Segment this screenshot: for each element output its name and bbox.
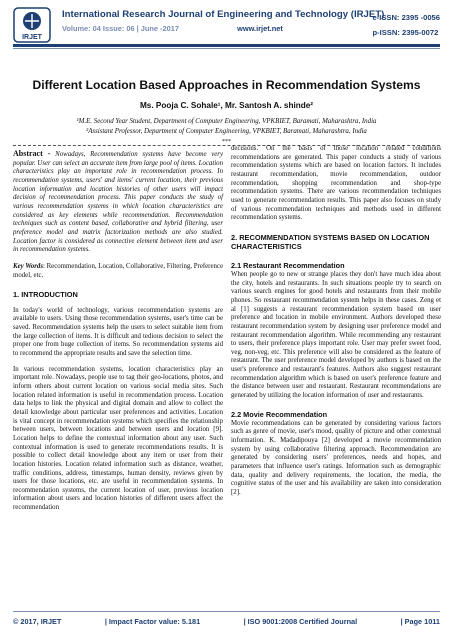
section-heading-2: 2. RECOMMENDATION SYSTEMS BASED ON LOCATION CHARACTERISTICS	[231, 232, 430, 252]
footer-iso: | ISO 9001:2008 Certified Journal	[243, 617, 358, 626]
abstract-text: Nowadays, Recommendation systems have become very popular. User can select an accurate item from large pool of items. Location characteristics play an important role in recommendation process. In recommendation systems, users' and items' current location, their previous location information and location histories of other users will impact decision of recommendation process. This paper conducts the study of various recommendation systems in which location characteristics are considered as key elements while recommendation. Recommendation techniques such as content based, collaborative and hybrid filtering, user preference model and matrix factorization methods are also studied. Location factor is considered as connective element between item and user in recommendation systems.	[13, 151, 224, 254]
restaurant-paragraph: When people go to new or strange places they don't have much idea about the city, hotels and restaurants. In such situations people try to search on various search engines for good hotels and restaurants from their mobile phones. So restaurant recommendation system helps in these cases. Zeng et al [1] suggests a restaurant recommendation system based on user preference and location in mobile environment. Authors developed these restaurant recommendation system by designing user preference model and restaurant recommendation algorithm. While recommending any restaurant to users, their preference plays important role. User may prefer sweet food, veg, non-veg, etc. This preference will also be considered as the feature of restaurant. The user preference model developed by authors is based on the user's preference and restaurant's features. Authors also suggest restaurant recommendation algorithm which is based on user's preference feature and the distance between user and restaurant. Restaurant recommendations are generated by utilizing the location information of user and restaurants.	[231, 270, 441, 400]
volume-issue: Volume: 04 Issue: 06 | June -2017	[62, 24, 179, 33]
logo-text: IRJET	[22, 34, 42, 41]
abstract-label: Abstract -	[13, 149, 51, 158]
section-separator: ***	[13, 139, 440, 146]
paper-title: Different Location Based Approaches in Recommendation Systems	[32, 78, 421, 92]
irjet-logo-icon	[13, 7, 51, 43]
paper-authors: Ms. Pooja C. Sohale¹, Mr. Santosh A. shinde²	[139, 101, 314, 110]
pissn: p-ISSN: 2395-0072	[372, 28, 439, 37]
eissn: e-ISSN: 2395 -0056	[372, 13, 440, 22]
journal-header	[0, 0, 453, 60]
subsection-heading-2-2: 2.2 Movie Recommendation	[231, 409, 328, 419]
left-column	[13, 145, 223, 513]
footer-copyright: © 2017, IRJET	[13, 617, 62, 626]
journal-title: International Research Journal of Engineering and Technology (IRJET)	[62, 9, 385, 20]
footer-page-number: | Page 1011	[400, 617, 440, 626]
affiliation-2: ²Assistant Professor, Department of Computer Engineering, VPKBIET, Baramati, Maharashtra, India	[86, 128, 367, 135]
footer-impact-factor: | Impact Factor value: 5.181	[104, 617, 201, 626]
journal-meta	[62, 24, 283, 33]
keywords	[13, 263, 223, 280]
header-rule	[13, 44, 440, 47]
keywords-label: Key Words	[13, 262, 43, 270]
keywords-text: : Recommendation, Location, Collaborative, Filtering, Preference model, etc.	[13, 262, 223, 279]
intro-paragraph-2: In various recommendation systems, location characteristics play an important role. Nowadays, people use to tag their geo-locations, photos, and inform others about current location on various social media sites. Such location related information is useful in recommendation process. Location data helps to link the physical and digital domain and allow to collect the detail knowledge about particular user preferences and activities. Location is vital concept in recommendation systems which specifies the relationship between users, between locations and between users and location [9]. Location helps to define the contextual information about any user. Such contextual information is used to generate recommendations results. It is possible to collect detail knowledge about any item or user from their location histories. Location related information such as distance, weather, traffic conditions, address, timestamps, human density, reviews given by users for those locations, etc. are useful in recommendation systems. In recommendation systems, the current location of user, previous location information about users and location histories of different users affect the recommendation	[13, 365, 223, 512]
movie-paragraph: Movie recommendations can be generated by considering various factors such as genre of movie, user's mood, quality of picture and other contextual information. K. Madadipouya [2] developed a movie recommendation system by using collaborative filtering approach. Recommendation are generated by considering users' preferences, needs and hopes, and parameters that influence user's ratings. Information such as demographic data, quality and delivery requirements, the location, the media, the cognitive status of the user and his availability are taken into consideration [2].	[231, 419, 441, 496]
right-column	[231, 145, 441, 498]
issn-block	[372, 10, 440, 40]
affiliation-1: ¹M.E. Second Year Student, Department of Computer Engineering, VPKBIET, Baramati, Maharashtra, India	[76, 118, 377, 125]
header-rule-thin	[13, 48, 440, 49]
journal-website-link[interactable]: www.irjet.net	[237, 24, 283, 33]
subsection-heading-2-1: 2.1 Restaurant Recommendation	[231, 260, 345, 270]
footer-rule	[13, 611, 440, 612]
page-footer	[13, 617, 440, 626]
section-heading-introduction: 1. INTRODUCTION	[13, 290, 78, 300]
intro-paragraph-1: In today's world of technology, various recommendation systems are available to users. Using those recommendation systems, user's time can be saved. Recommendation systems help the users to select suitable item from the large collection of items. It is difficult and tedious decision to select the proper one from huge collection of items. So recommendation systems aid to recommend the appropriate results and save the selection time.	[13, 306, 223, 357]
intro-continuation: decisions. On the basis of those location related conditions recommendations are generated. This paper conducts a study of various recommendation systems which are based on location factors. It includes restaurant recommendation, movie recommendation, outdoor recommendation, shopping recommendation and shop-type recommendation systems. There are various recommendation techniques used to generate recommendation results. This paper also focuses on study of various recommendation techniques and methods used in different recommendation systems.	[231, 145, 441, 222]
abstract	[13, 150, 223, 255]
